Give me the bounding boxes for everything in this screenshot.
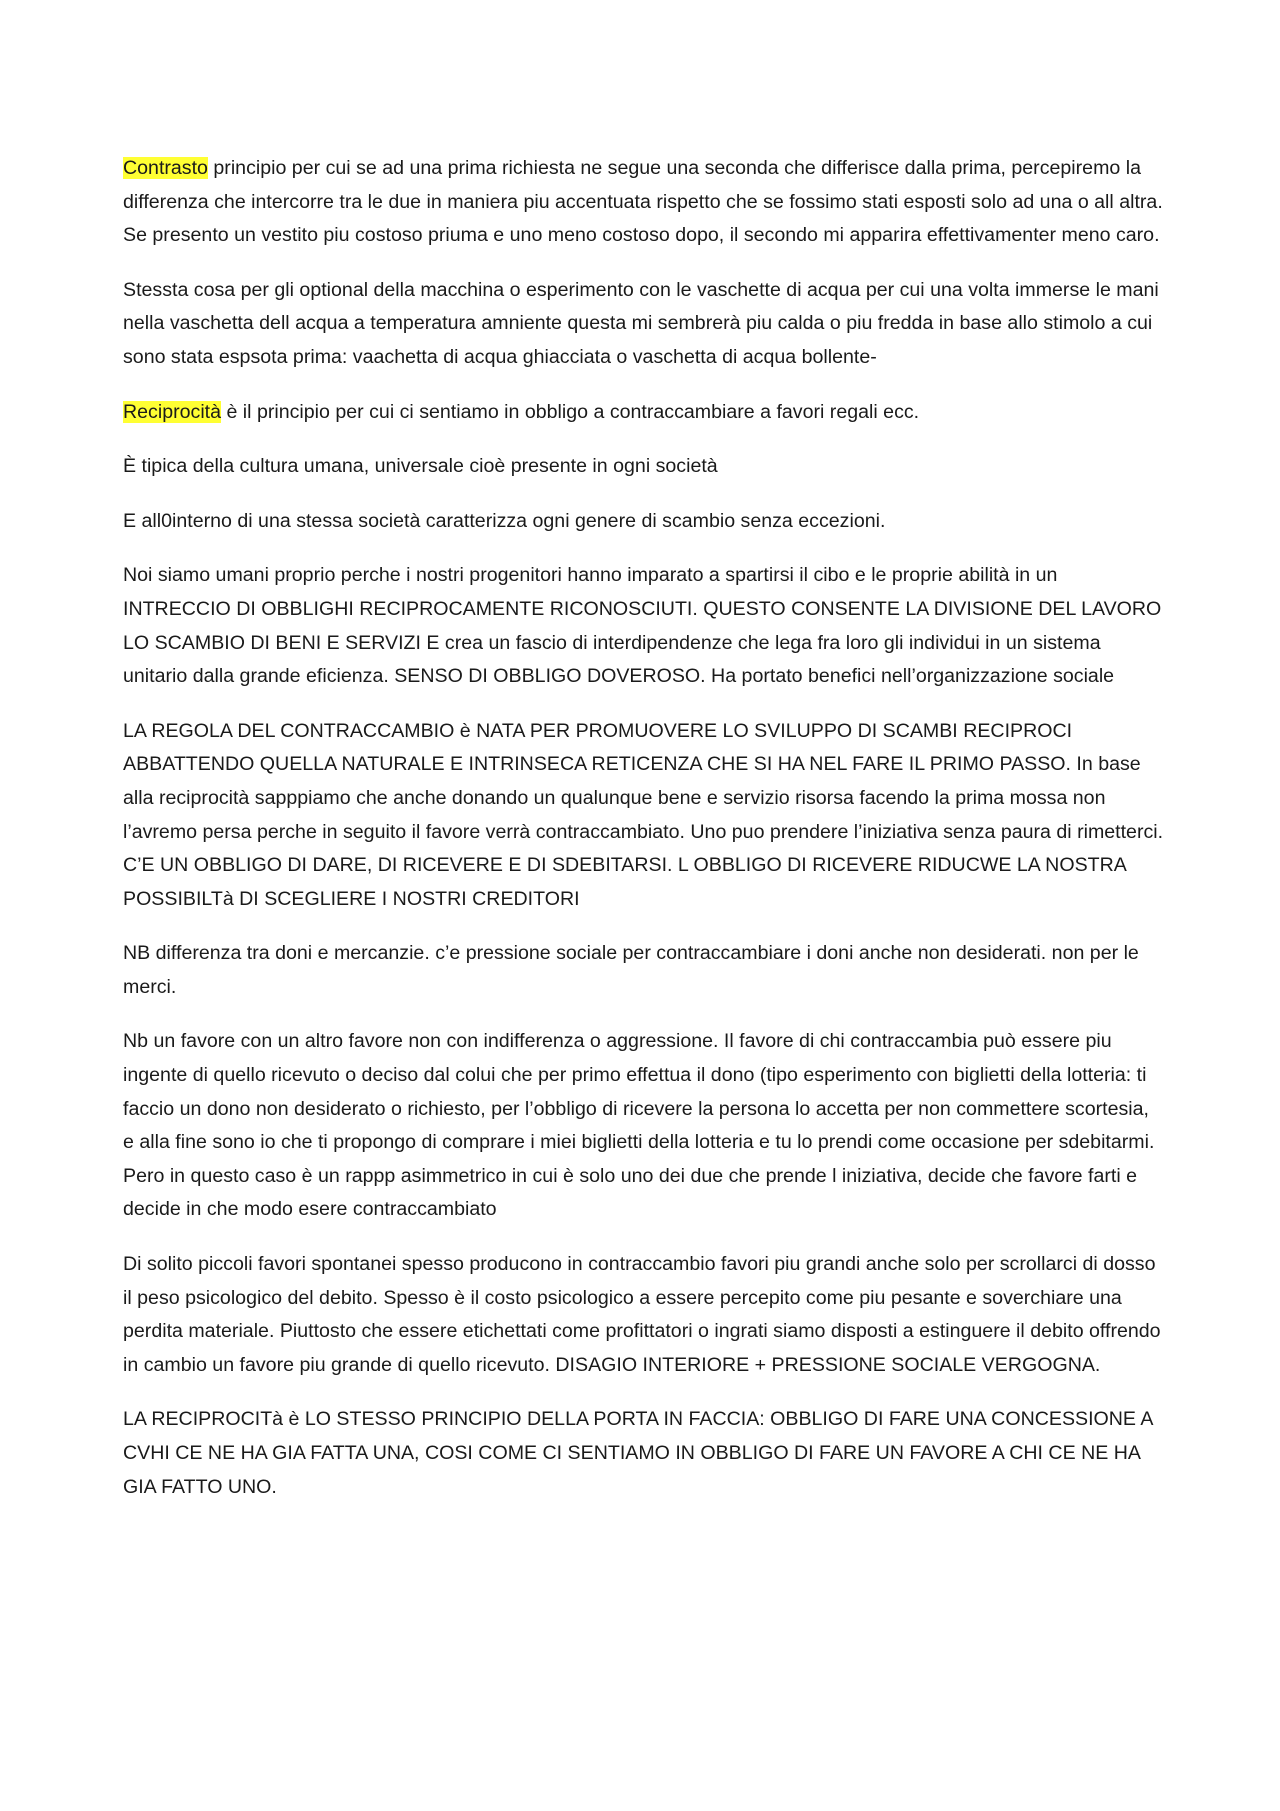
paragraph-regola-contraccambio — [123, 715, 1165, 917]
paragraph-piccoli-favori — [123, 1248, 1165, 1382]
paragraph-text: NB differenza tra doni e mercanzie. c’e pressione sociale per contraccambiare i doni anche non desiderati. non per le merci. — [123, 942, 1139, 998]
paragraph-optional-esempio — [123, 274, 1165, 375]
document-body — [123, 152, 1165, 1525]
paragraph-text: LA REGOLA DEL CONTRACCAMBIO è NATA PER PROMUOVERE LO SVILUPPO DI SCAMBI RECIPROCI ABBATTENDO QUELLA NATURALE E INTRINSECA RETICENZA CHE SI HA NEL FARE IL PRIMO PASSO. In base alla reciprocità sapppiamo che anche donando un qualunque bene e servizio risorsa facendo la prima mossa non l’avremo persa perche in seguito il favore verrà contraccambiato. Uno puo prendere l’iniziativa senza paura di rimetterci. C’E UN OBBLIGO DI DARE, DI RICEVERE E DI SDEBITARSI. L OBBLIGO DI RICEVERE RIDUCWE LA NOSTRA POSSIBILTà DI SCEGLIERE I NOSTRI CREDITORI — [123, 719, 1164, 910]
paragraph-text: È tipica della cultura umana, universale cioè presente in ogni società — [123, 455, 718, 478]
highlighted-term-reciprocita: Reciprocità — [123, 400, 222, 423]
paragraph-porta-in-faccia — [123, 1403, 1165, 1504]
paragraph-text: LA RECIPROCITà è LO STESSO PRINCIPIO DELLA PORTA IN FACCIA: OBBLIGO DI FARE UNA CONCESSIONE A CVHI CE NE HA GIA FATTA UNA, COSI COME CI SENTIAMO IN OBBLIGO DI FARE UN FAVORE A CHI CE NE HA GIA FATTO UNO. — [123, 1408, 1153, 1498]
paragraph-text: principio per cui se ad una prima richiesta ne segue una seconda che differisce dalla prima, percepiremo la differenza che intercorre tra le due in maniera piu accentuata rispetto che se fossimo stati esposti solo ad una o all altra. Se presento un vestito piu costoso priuma e uno meno costoso dopo, il secondo mi apparira effettivamenter meno caro. — [123, 157, 1163, 247]
paragraph-favore — [123, 1025, 1165, 1227]
paragraph-scambio — [123, 505, 1165, 539]
highlighted-term-contrasto: Contrasto — [123, 157, 208, 179]
paragraph-doni-mercanzie — [123, 937, 1165, 1004]
paragraph-text: Di solito piccoli favori spontanei spesso producono in contraccambio favori piu grandi anche solo per scrollarci di dosso il peso psicologico del debito. Spesso è il costo psicologico a essere percepito come piu pesante e soverchiare una perdita materiale. Piuttosto che essere etichettati come profittatori o ingrati siamo disposti a estinguere il debito offrendo in cambio un favore piu grande di quello ricevuto. DISAGIO INTERIORE + PRESSIONE SOCIALE VERGOGNA. — [123, 1253, 1161, 1376]
paragraph-progenitori — [123, 559, 1165, 693]
paragraph-text: Noi siamo umani proprio perche i nostri progenitori hanno imparato a spartirsi il cibo e le proprie abilità in un INTRECCIO DI OBBLIGHI RECIPROCAMENTE RICONOSCIUTI. QUESTO CONSENTE LA DIVISIONE DEL LAVORO LO SCAMBIO DI BENI E SERVIZI E crea un fascio di interdipendenze che lega fra loro gli individui in un sistema unitario dalla grande eficienza. SENSO DI OBBLIGO DOVEROSO. Ha portato benefici nell’organizzazione sociale — [123, 564, 1162, 688]
paragraph-text: E all0interno di una stessa società caratterizza ogni genere di scambio senza eccezioni. — [123, 509, 886, 532]
paragraph-text: Nb un favore con un altro favore non con indifferenza o aggressione. Il favore di chi contraccambia può essere piu ingente di quello ricevuto o deciso dal colui che per primo effettua il dono (tipo esperimento con biglietti della lotteria: ti faccio un dono non desiderato o richiesto, per l’obbligo di ricevere la persona lo accetta per non commettere scortesia, e alla fine sono io che ti propongo di comprare i miei biglietti della lotteria e tu lo prendi come occasione per sdebitarmi. Pero in questo caso è un rappp asimmetrico in cui è solo uno dei due che prende l iniziativa, decide che favore farti e decide in che modo esere contraccambiato — [123, 1030, 1155, 1221]
paragraph-tipica — [123, 450, 1165, 484]
paragraph-text: è il principio per cui ci sentiamo in obbligo a contraccambiare a favori regali ecc. — [221, 400, 920, 423]
paragraph-text: Stessta cosa per gli optional della macchina o esperimento con le vaschette di acqua per cui una volta immerse le mani nella vaschetta dell acqua a temperatura amniente questa mi sembrerà piu calda o piu fredda in base allo stimolo a cui sono stata espsota prima: vaachetta di acqua ghiacciata o vaschetta di acqua bollente- — [123, 278, 1159, 368]
paragraph-contrasto — [123, 152, 1165, 253]
paragraph-reciprocita — [123, 396, 1165, 430]
